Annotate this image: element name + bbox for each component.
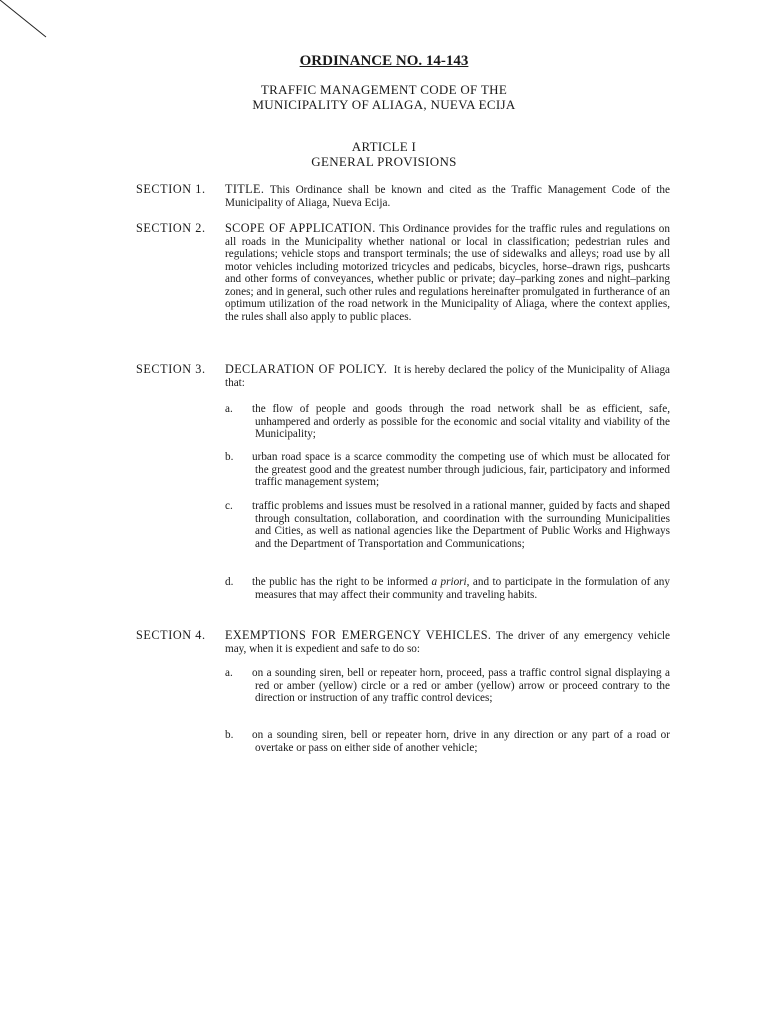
item-text [252,576,670,601]
section-body [225,222,670,323]
list-item [225,403,670,441]
code-title [0,82,768,112]
code-title-line-2: MUNICIPALITY OF ALIAGA, NUEVA ECIJA [252,97,516,112]
item-letter: c. [225,500,233,512]
list-item [225,729,670,754]
code-title-line-1: TRAFFIC MANAGEMENT CODE OF THE [260,82,508,97]
item-text-before: the public has the right to be informed [252,576,432,588]
item-text: urban road space is a scarce commodity the competing use of which must be allocated for the greatest good and the greatest number through judicious, fair, participatory and informed traffic management system; [252,451,670,488]
section-heading: SCOPE OF APPLICATION. [225,221,376,235]
item-text: traffic problems and issues must be resolved in a rational manner, guided by facts and shaped through consultation, collaboration, and coordination with the surrounding Municipalities and Cities, as well as national agencies like the Department of Public Works and Highways and the Department of Transportation and Communications; [252,500,670,550]
article-header [0,139,768,169]
section-4 [136,629,670,655]
ordinance-number: ORDINANCE NO. 14-143 [299,53,469,69]
section-label: SECTION 2. [136,221,206,235]
section-label: SECTION 4. [136,628,206,642]
item-letter: a. [225,667,233,679]
item-text-italic: a priori [431,576,467,588]
article-label: ARTICLE I [351,139,417,154]
section-heading: TITLE. [225,182,265,196]
item-letter: d. [225,576,234,588]
list-item [225,451,670,489]
section-body [225,363,670,389]
item-text-after: , and to participate in the formulation of any measures that may affect their community and traveling habits. [255,576,670,601]
section-text: It is hereby declared the policy of the Municipality of Aliaga that: [225,364,671,389]
section-heading: EXEMPTIONS FOR EMERGENCY VEHICLES. [225,628,492,642]
item-text: the flow of people and goods through the road network shall be as efficient, safe, unhampered and orderly as possible for the economic and social vitality and viability of the Municipality; [252,403,670,440]
item-text: on a sounding siren, bell or repeater horn, drive in any direction or any part of a road or overtake or pass on either side of another vehicle; [252,729,670,754]
list-item [225,500,670,550]
article-title: GENERAL PROVISIONS [311,154,457,169]
section-body [225,183,670,209]
list-item [225,576,670,601]
section-1 [136,183,670,209]
section-text: This Ordinance shall be known and cited as the Traffic Management Code of the Municipality of Aliaga, Nueva Ecija. [225,184,670,209]
item-letter: b. [225,451,234,463]
section-label: SECTION 1. [136,182,206,196]
item-letter: b. [225,729,234,741]
list-item [225,667,670,705]
section-text: This Ordinance provides for the traffic rules and regulations on all roads in the Municipality whether national or local in classification; pedestrian rules and regulations; vehicle stops and transport terminals; the use of sidewalks and alleys; road use by all motor vehicles including motorized tricycles and pedicabs, bicycles, horse–drawn rigs, pushcarts and other forms of conveyances, whether public or private; day–parking zones and night–parking zones; and in general, such other rules and regulations hereinafter promulgated in furtherance of an optimum utilization of the road network in the Municipality of Aliaga, where the context applies, the rules shall also apply to public places. [225,223,670,323]
section-2 [136,222,670,323]
corner-fold-line [0,0,50,40]
section-3 [136,363,670,389]
item-letter: a. [225,403,233,415]
section-text: The driver of any emergency vehicle may, when it is expedient and safe to do so: [225,630,670,655]
section-label: SECTION 3. [136,362,206,376]
section-heading: DECLARATION OF POLICY. [225,362,388,376]
section-body [225,629,670,655]
item-text: on a sounding siren, bell or repeater horn, proceed, pass a traffic control signal displaying a red or amber (yellow) circle or a red or amber (yellow) arrow or proceed contrary to the direction or instruction of any traffic control devices; [252,667,670,704]
